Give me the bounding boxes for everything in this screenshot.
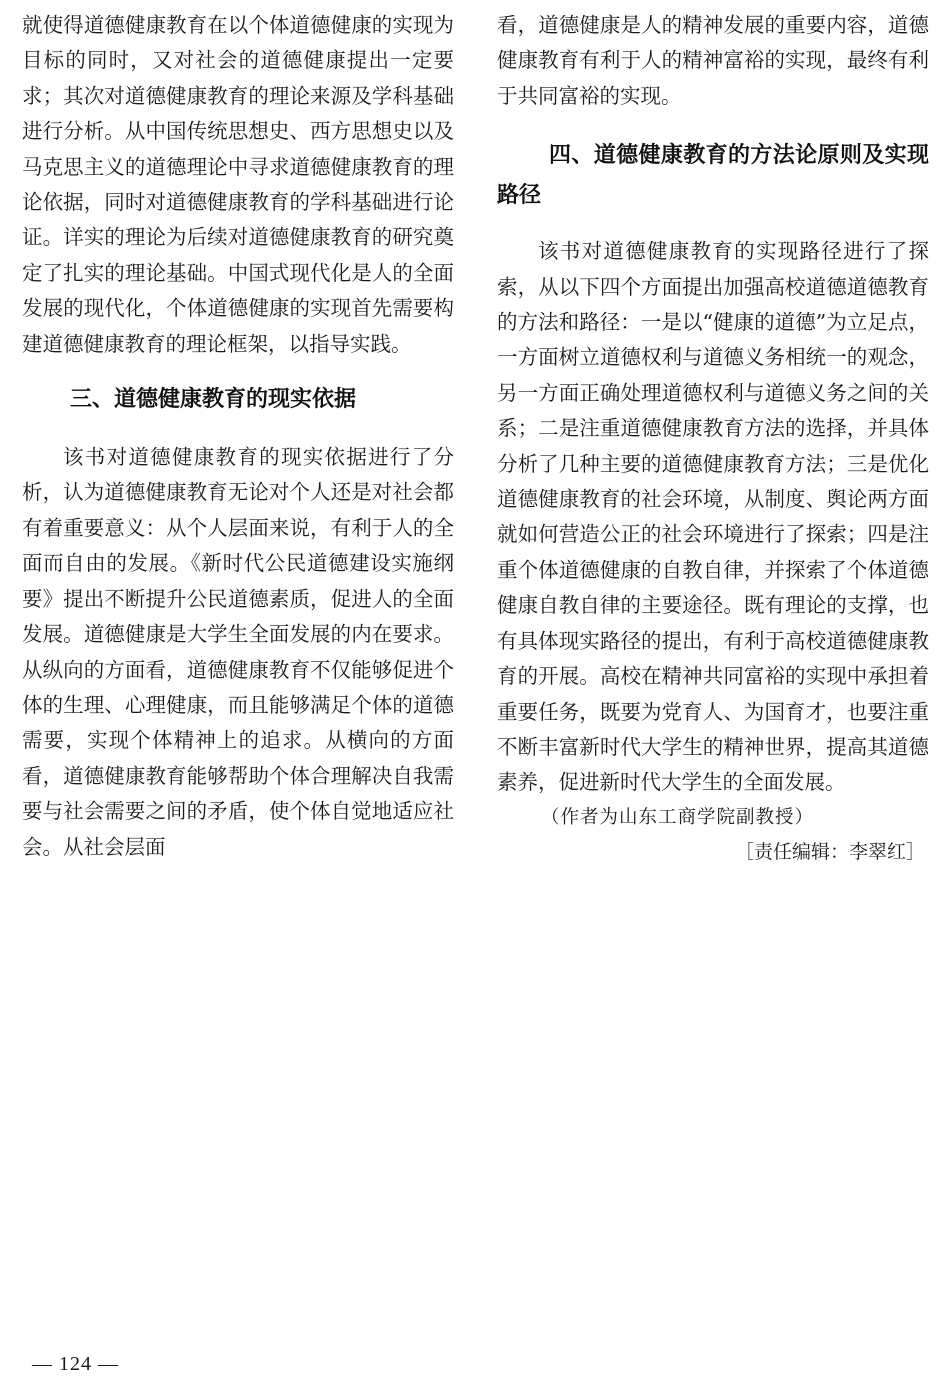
left-column [22,8,454,865]
section-heading-4: 四、道德健康教育的方法论原则及实现路径 [497,143,929,209]
author-note: （作者为山东工商学院副教授） [541,806,815,828]
body-paragraph: 该书对道德健康教育的现实依据进行了分析，认为道德健康教育无论对个人还是对社会都有着重要意义：从个人层面来说，有利于人的全面而自由的发展。《新时代公民道德建设实施纲要》提出不断提升公民道德素质，促进人的全面发展。道德健康是大学生全面发展的内在要求。从纵向的方面看，道德健康教育不仅能够促进个体的生理、心理健康，而且能够满足个体的道德需要，实现个体精神上的追求。从横向的方面看，道德健康教育能够帮助个体合理解决自我需要与社会需要之间的矛盾，使个体自觉地适应社会。从社会层面 [22,445,454,859]
editor-note: ［责任编辑：李翠红］ [734,840,925,863]
section-heading-3: 三、道德健康教育的现实依据 [70,387,357,413]
right-column [497,8,929,869]
body-paragraph: 就使得道德健康教育在以个体道德健康的实现为目标的同时，又对社会的道德健康提出一定要求；其次对道德健康教育的理论来源及学科基础进行分析。从中国传统思想史、西方思想史以及马克思主义的道德理论中寻求道德健康教育的理论依据，同时对道德健康教育的学科基础进行论证。详实的理论为后续对道德健康教育的研究奠定了扎实的理论基础。中国式现代化是人的全面发展的现代化，个体道德健康的实现首先需要构建道德健康教育的理论框架，以指导实践。 [22,13,454,356]
page-number: — 124 — [32,1353,119,1375]
body-paragraph: 该书对道德健康教育的实现路径进行了探索，从以下四个方面提出加强高校道德道德教育的方法和路径：一是以“健康的道德”为立足点，一方面树立道德权利与道德义务相统一的观念，另一方面正确处理道德权利与道德义务之间的关系；二是注重道德健康教育方法的选择，并具体分析了几种主要的道德健康教育方法；三是优化道德健康教育的社会环境，从制度、舆论两方面就如何营造公正的社会环境进行了探索；四是注重个体道德健康的自教自律，并探索了个体道德健康自教自律的主要途径。既有理论的支撑，也有具体现实路径的提出，有利于高校道德健康教育的开展。高校在精神共同富裕的实现中承担着重要任务，既要为党育人、为国育才，也要注重不断丰富新时代大学生的精神世界，提高其道德素养，促进新时代大学生的全面发展。 [497,239,929,795]
body-paragraph: 看，道德健康是人的精神发展的重要内容，道德健康教育有利于人的精神富裕的实现，最终有利于共同富裕的实现。 [497,13,929,108]
